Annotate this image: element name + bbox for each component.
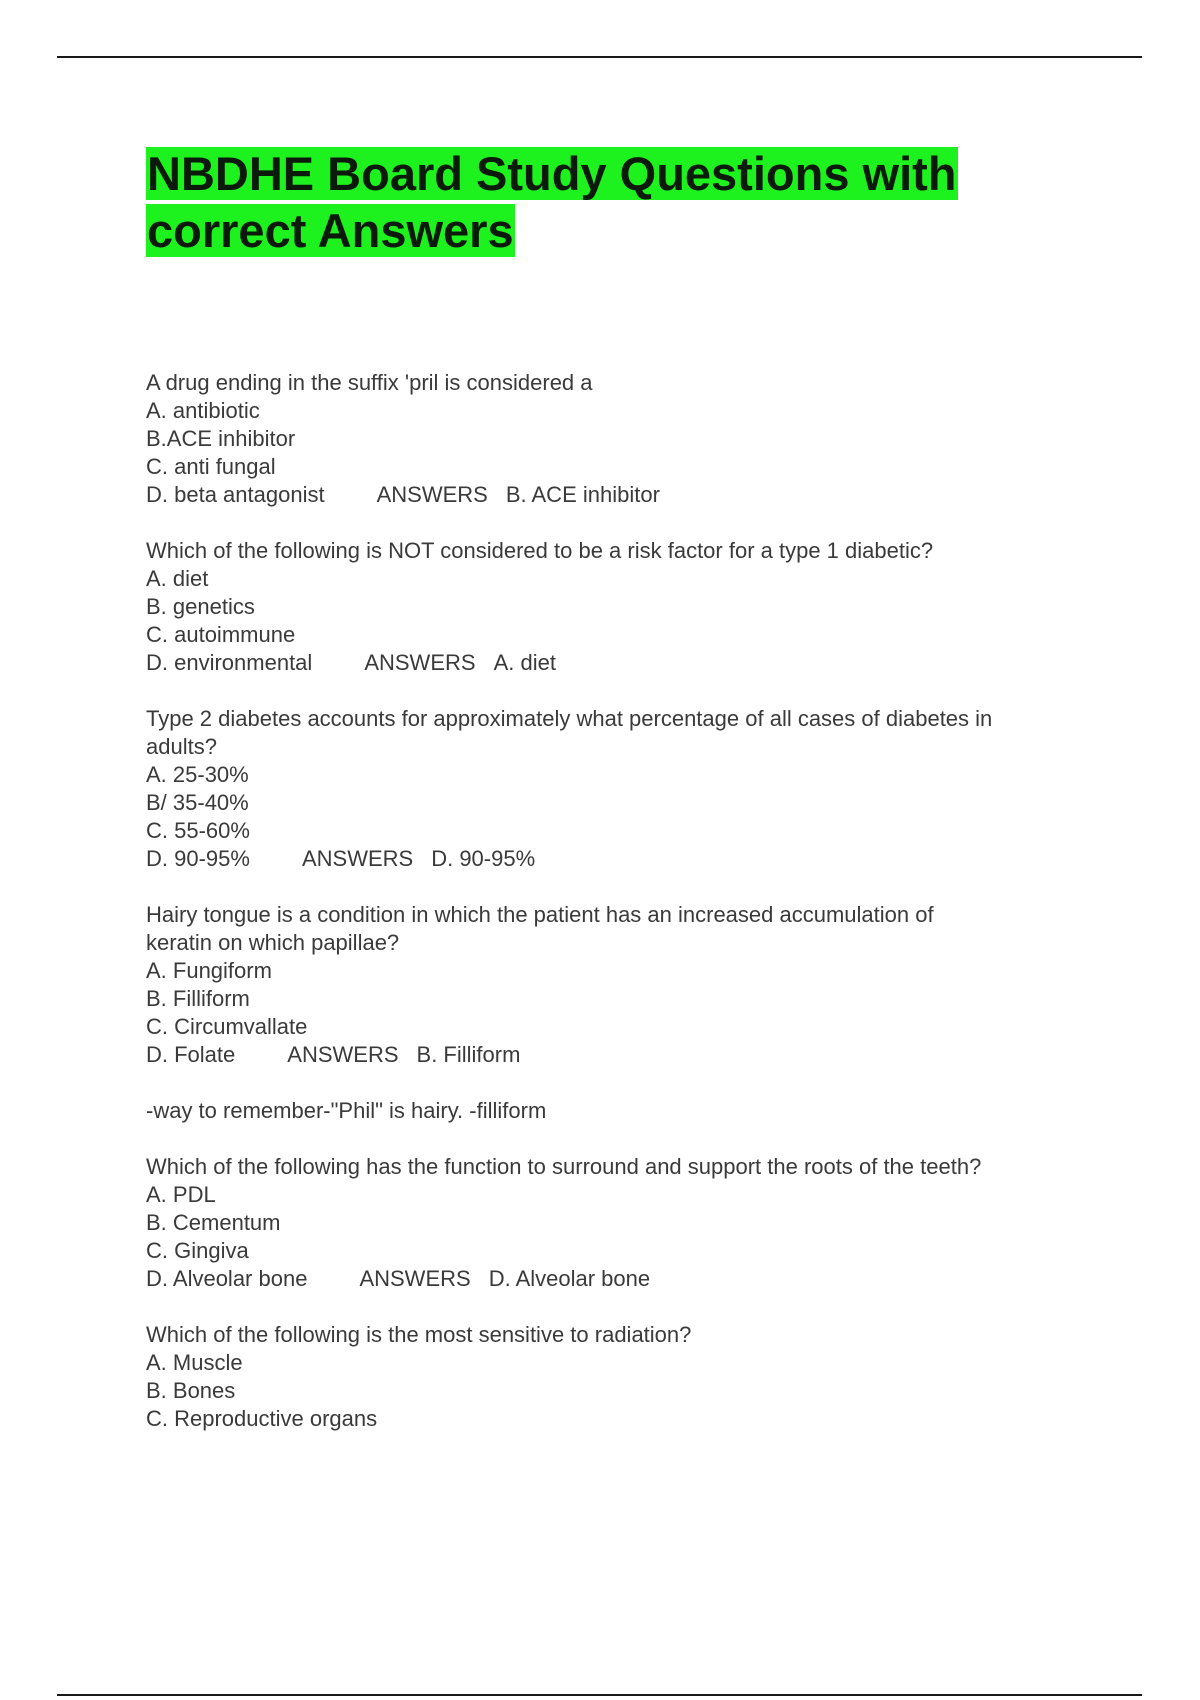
option-d: D. Folate (146, 1042, 236, 1067)
option-c: C. 55-60% (146, 818, 250, 843)
option-c: C. Reproductive organs (146, 1406, 378, 1431)
question-1 (146, 369, 1086, 509)
question-stem-line-2: keratin on which papillae? (146, 930, 400, 955)
question-stem-line-2: adults? (146, 734, 217, 759)
option-b: B.ACE inhibitor (146, 426, 296, 451)
option-d-row (146, 1265, 1086, 1293)
option-d: D. environmental (146, 650, 313, 675)
mnemonic-note (146, 1097, 1086, 1125)
document-body (146, 145, 1086, 1461)
answer-value: A. diet (493, 650, 556, 675)
answer-value: B. Filliform (416, 1042, 521, 1067)
option-c: C. Gingiva (146, 1238, 249, 1263)
answers-label: ANSWERS (359, 1266, 471, 1291)
note-text: -way to remember-"Phil" is hairy. -filliform (146, 1098, 547, 1123)
option-c: C. autoimmune (146, 622, 296, 647)
option-b: B/ 35-40% (146, 790, 249, 815)
document-title (146, 145, 1086, 259)
option-b: B. genetics (146, 594, 255, 619)
answers-label: ANSWERS (301, 846, 414, 871)
answers-label: ANSWERS (364, 650, 476, 675)
option-a: A. Fungiform (146, 958, 272, 983)
question-stem-line-1: Hairy tongue is a condition in which the patient has an increased accumulation of (146, 902, 934, 927)
option-c: C. anti fungal (146, 454, 276, 479)
question-6 (146, 1321, 1086, 1433)
option-d: D. Alveolar bone (146, 1266, 308, 1291)
top-rule (57, 56, 1142, 58)
option-d-row (146, 845, 1086, 873)
question-stem: Which of the following is the most sensitive to radiation? (146, 1322, 692, 1347)
title-line-1: NBDHE Board Study Questions with (147, 147, 957, 200)
question-3 (146, 705, 1086, 873)
option-d-row (146, 481, 1086, 509)
option-d: D. 90-95% (146, 846, 250, 871)
option-d-row (146, 1041, 1086, 1069)
option-d-row (146, 649, 1086, 677)
option-b: B. Cementum (146, 1210, 281, 1235)
option-b: B. Filliform (146, 986, 250, 1011)
answer-value: D. 90-95% (431, 846, 536, 871)
question-2 (146, 537, 1086, 677)
question-stem: Which of the following has the function to surround and support the roots of the teeth? (146, 1154, 982, 1179)
question-stem-line-1: Type 2 diabetes accounts for approximately what percentage of all cases of diabetes in (146, 706, 993, 731)
answer-value: B. ACE inhibitor (505, 482, 660, 507)
question-4 (146, 901, 1086, 1069)
answers-label: ANSWERS (287, 1042, 399, 1067)
bottom-rule (57, 1694, 1142, 1696)
question-5 (146, 1153, 1086, 1293)
question-list (146, 369, 1086, 1433)
option-a: A. antibiotic (146, 398, 260, 423)
option-a: A. Muscle (146, 1350, 243, 1375)
option-b: B. Bones (146, 1378, 236, 1403)
question-stem: Which of the following is NOT considered to be a risk factor for a type 1 diabetic? (146, 538, 934, 563)
option-c: C. Circumvallate (146, 1014, 308, 1039)
title-highlight (146, 147, 958, 257)
title-line-2: correct Answers (147, 204, 514, 257)
question-stem: A drug ending in the suffix 'pril is considered a (146, 370, 593, 395)
option-a: A. PDL (146, 1182, 216, 1207)
answer-value: D. Alveolar bone (488, 1266, 651, 1291)
option-a: A. 25-30% (146, 762, 249, 787)
option-a: A. diet (146, 566, 209, 591)
option-d: D. beta antagonist (146, 482, 325, 507)
answers-label: ANSWERS (376, 482, 488, 507)
